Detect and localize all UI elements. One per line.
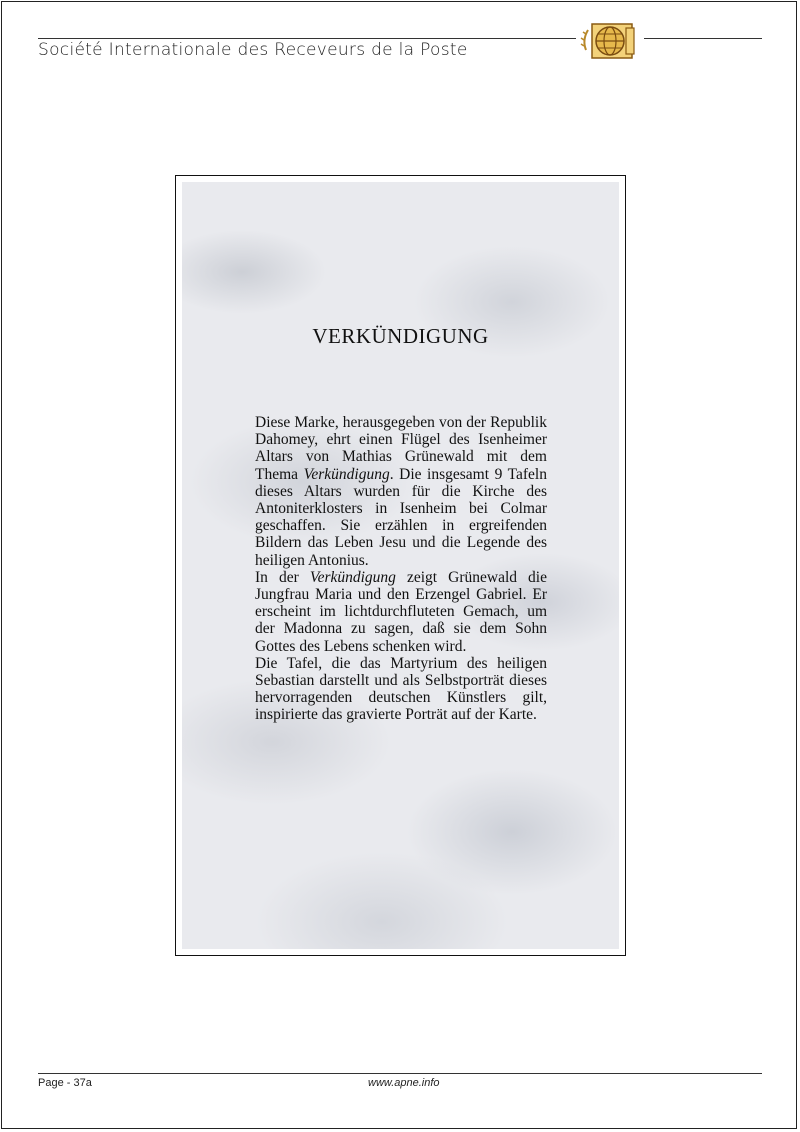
footer-url: www.apne.info xyxy=(368,1077,440,1089)
card-title: VERKÜNDIGUNG xyxy=(312,324,489,348)
card-body-text xyxy=(255,414,547,724)
header-rule-left xyxy=(38,38,576,39)
footer-page-number: Page - 37a xyxy=(38,1077,92,1089)
card-text-run: In der xyxy=(255,568,310,586)
card-image xyxy=(175,175,626,956)
card-paragraph xyxy=(255,414,547,569)
header-title: Société Internationale des Receveurs de la Poste xyxy=(38,40,468,60)
card-text-run: zeigt Grünewald die Jungfrau Maria und den Erzengel Gabriel. Er erscheint im lichtdurchfluteten Gemach, um der Madonna zu sagen, daß sie dem Sohn Gottes des Lebens schenken wird. xyxy=(255,568,547,655)
card-italic-term: Verkündigung xyxy=(303,465,390,483)
header-rule-right xyxy=(644,38,762,39)
card-text-run: Die Tafel, die das Martyrium des heiligen Sebastian darstellt und als Selbstporträt dieses hervorragenden deutschen Künstlers gilt, inspirierte das gravierte Porträt auf der Karte. xyxy=(255,654,547,724)
card-paragraph xyxy=(255,655,547,724)
card-italic-term: Verkündigung xyxy=(309,568,396,586)
card-background xyxy=(182,182,619,949)
card-text-run: . Die insgesamt 9 Tafeln dieses Altars wurden für die Kirche des Antoniterklosters in Isenheim bei Colmar geschaffen. Sie erzählen in ergreifenden Bildern das Leben Jesu und die Legende des heiligen Antonius. xyxy=(255,465,547,569)
footer-rule xyxy=(38,1073,762,1074)
sirp-globe-logo-icon xyxy=(580,20,640,62)
card-paragraph xyxy=(255,569,547,655)
card-text-run: Diese Marke, herausgegeben von der Republik Dahomey, ehrt einen Flügel des Isenheimer Altars von Mathias Grünewald mit dem Thema xyxy=(255,414,547,483)
